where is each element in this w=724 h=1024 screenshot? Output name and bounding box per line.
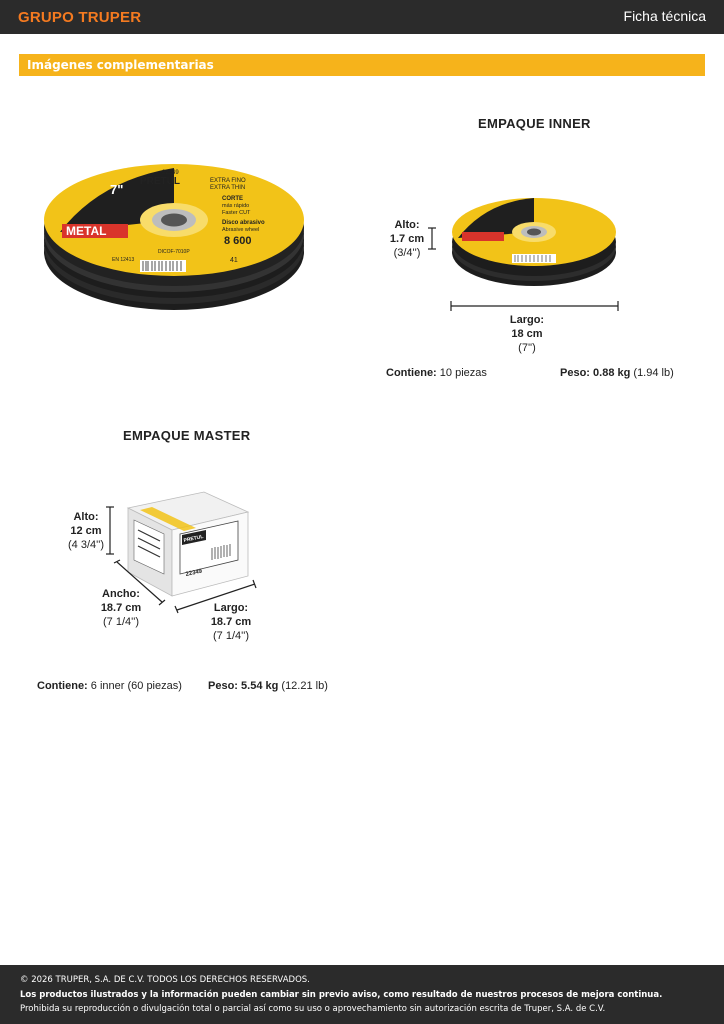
disc-brand-text: PRETUL xyxy=(140,176,180,187)
product-disc-image xyxy=(40,160,310,320)
disc-line2-text: EXTRA THIN xyxy=(210,185,246,191)
inner-contents xyxy=(386,367,487,379)
top-bar xyxy=(0,0,724,34)
master-contiene-label: Contiene: xyxy=(37,680,88,692)
master-alto-value: 12 cm xyxy=(70,525,102,537)
disc-cut1-text: CORTE xyxy=(222,196,243,202)
inner-title: EMPAQUE INNER xyxy=(478,116,591,131)
master-ancho-imperial: (7 1/4'') xyxy=(103,616,139,628)
master-ancho-label: Ancho: xyxy=(102,588,140,600)
inner-contiene-label: Contiene: xyxy=(386,367,437,379)
inner-peso-label: Peso: xyxy=(560,367,590,379)
master-height-dimension xyxy=(60,510,112,552)
inner-height-dimension xyxy=(386,218,428,260)
master-alto-imperial: (4 3/4'') xyxy=(68,539,104,551)
master-peso-imperial: (12.21 lb) xyxy=(281,680,328,692)
disc-type1-text: Disco abrasivo xyxy=(222,220,265,226)
disc-shape-text: 41 xyxy=(230,257,238,264)
disc-rpm-text: 8 600 xyxy=(224,235,252,247)
master-largo-value: 18.7 cm xyxy=(210,616,252,628)
master-title: EMPAQUE MASTER xyxy=(123,428,251,443)
master-length-dimension xyxy=(204,601,258,643)
master-weight xyxy=(208,680,328,692)
disc-material-text: METAL xyxy=(66,224,107,238)
inner-pack-image xyxy=(450,192,620,292)
brand-logo: GRUPO TRUPER xyxy=(18,9,142,26)
disc-model-text: DICOF-7010P xyxy=(158,249,190,255)
disc-standard-text: EN 12413 xyxy=(112,257,135,263)
inner-largo-label: Largo: xyxy=(509,314,545,326)
footer-notice: Los productos ilustrados y la información pueden cambiar sin previo aviso, como resultado de nuestros procesos de mejora continua. xyxy=(20,990,663,1000)
disc-type2-text: Abrasive wheel xyxy=(222,227,260,233)
inner-contiene-value: 10 piezas xyxy=(439,367,487,379)
inner-length-bracket xyxy=(450,300,620,312)
section-header xyxy=(19,54,705,76)
document-type: Ficha técnica xyxy=(623,8,706,24)
inner-largo-value: 18 cm xyxy=(511,328,543,340)
master-contiene-value: 6 inner (60 piezas) xyxy=(90,680,182,692)
master-contents xyxy=(37,680,182,692)
disc-cut2-text: más rápido xyxy=(222,203,250,209)
master-box-code: 22349 xyxy=(185,568,203,578)
master-peso-value: 5.54 kg xyxy=(241,680,279,692)
disc-line1-text: EXTRA FINO xyxy=(210,178,246,184)
footer-copyright: © 2026 TRUPER, S.A. DE C.V. TODOS LOS DERECHOS RESERVADOS. xyxy=(20,975,310,985)
disc-size-text: 7" xyxy=(110,182,124,197)
inner-alto-label: Alto: xyxy=(394,219,420,231)
inner-peso-value: 0.88 kg xyxy=(593,367,631,379)
master-largo-label: Largo: xyxy=(213,602,249,614)
section-title: Imágenes complementarias xyxy=(27,58,214,72)
footer-prohibition: Prohibida su reproducción o divulgación total o parcial así como su uso o aprovechamiento sin autorización escrita de Truper, S.A. de C.V. xyxy=(20,1004,606,1014)
inner-length-dimension xyxy=(497,313,557,355)
master-ancho-value: 18.7 cm xyxy=(100,602,142,614)
footer xyxy=(0,965,724,1024)
master-peso-label: Peso: xyxy=(208,680,238,692)
disc-cut3-text: Faster CUT xyxy=(222,210,251,216)
inner-alto-value: 1.7 cm xyxy=(389,233,425,245)
disc-code-text: 22349 xyxy=(162,170,179,176)
inner-alto-imperial: (3/4'') xyxy=(393,247,421,259)
inner-largo-imperial: (7'') xyxy=(518,342,536,354)
master-box-brand: PRETUL xyxy=(183,533,204,544)
inner-weight xyxy=(560,367,674,379)
master-largo-imperial: (7 1/4'') xyxy=(213,630,249,642)
inner-peso-imperial: (1.94 lb) xyxy=(633,367,674,379)
master-width-dimension xyxy=(94,587,148,629)
master-alto-label: Alto: xyxy=(73,511,99,523)
